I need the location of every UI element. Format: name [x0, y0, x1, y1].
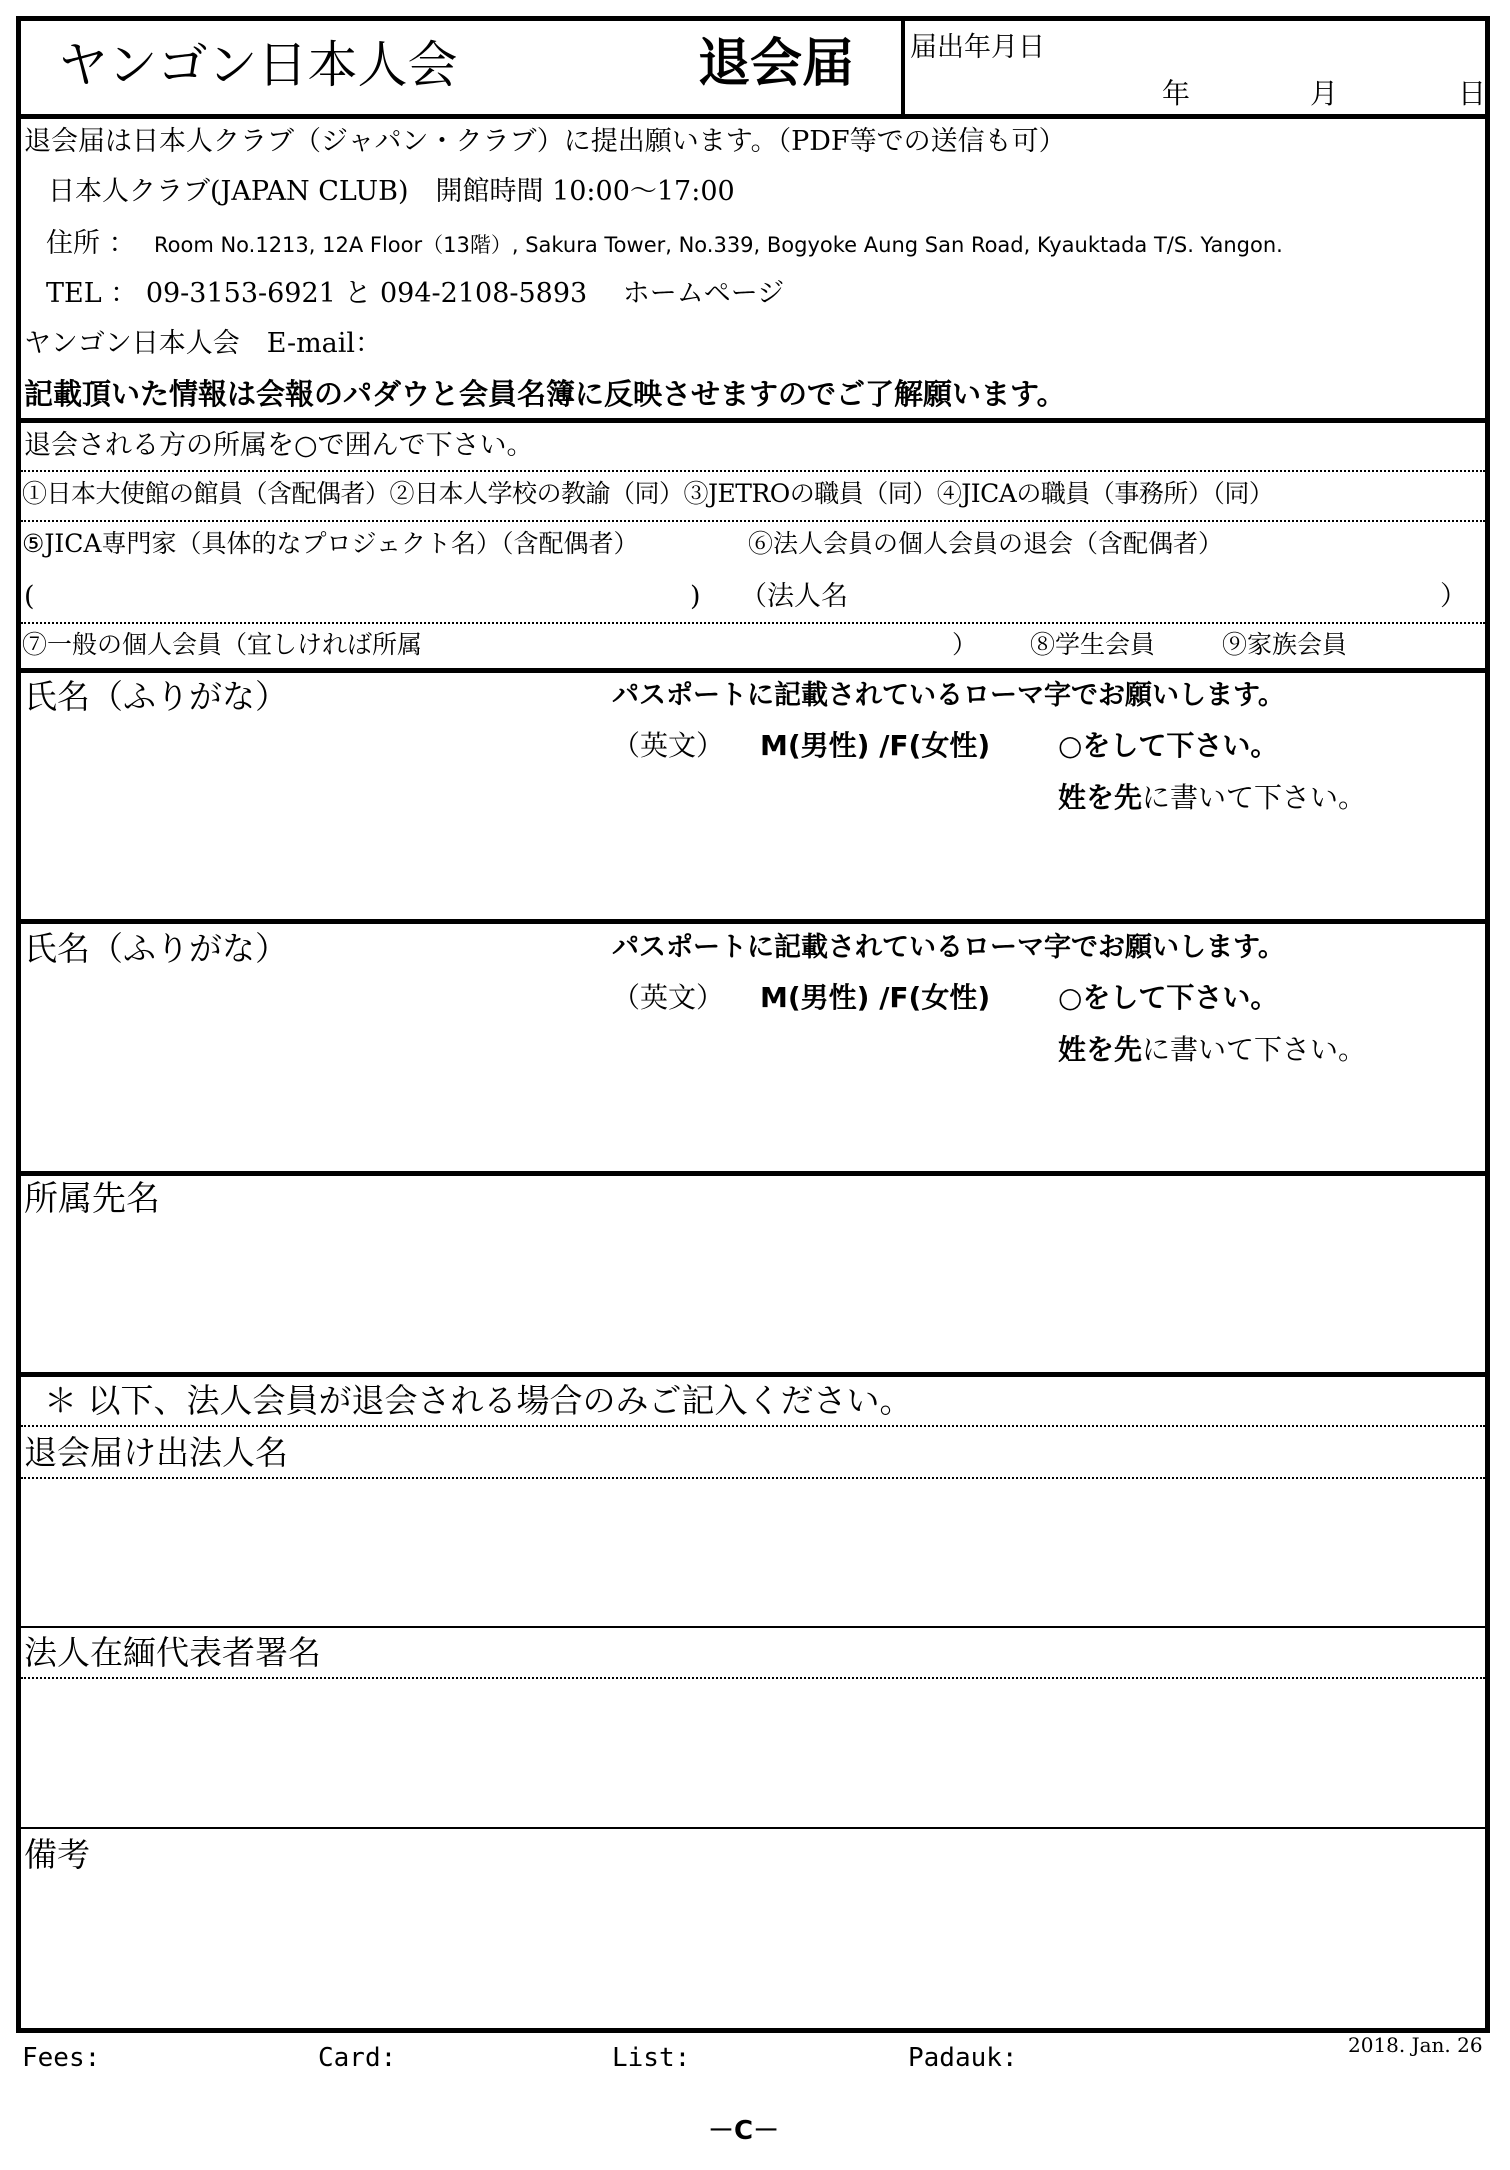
corp-name-label: （法人名 [740, 581, 848, 612]
english-label: （英文） [612, 729, 725, 762]
organization-label: 所属先名 [24, 1179, 160, 1219]
padauk-label: Padauk: [908, 2043, 1018, 2073]
name-2-bottom-rule [16, 1171, 1490, 1176]
circle-note: ○をして下さい。 [1058, 729, 1279, 762]
affiliation-row-4-left: ⑦一般の個人会員（宜しければ所属 [22, 630, 423, 659]
address-value: Room No.1213, 12A Floor（13階）, Sakura Tower, No.339, Bogyoke Aung San Road, Kyauktada T/S. Yangon. [154, 233, 1283, 257]
remarks-label: 備考 [24, 1835, 90, 1874]
organization-bottom-rule [16, 1372, 1490, 1377]
date-day-label: 日 [1458, 77, 1487, 110]
address-label: 住所 ： [46, 228, 136, 259]
student-member: ⑧学生会員 [1030, 630, 1156, 659]
header-divider [901, 16, 905, 116]
dotted-rule [21, 520, 1485, 522]
rep-sign-bottom-rule [16, 1827, 1490, 1829]
date-month-label: 月 [1310, 77, 1339, 110]
gender-options: M(男性) /F(女性) [760, 729, 991, 762]
rep-signature-label: 法人在緬代表者署名 [24, 1633, 321, 1672]
project-close-paren: ) [690, 581, 701, 612]
affiliation-bottom-rule [16, 668, 1490, 673]
info-bottom-rule [16, 418, 1490, 423]
gender-options: M(男性) /F(女性) [760, 981, 991, 1014]
notice-text: 記載頂いた情報は会報のパダウと会員名簿に反映させますのでご了解願います。 [24, 377, 1066, 411]
passport-note: パスポートに記載されているローマ字でお願いします。 [612, 932, 1285, 963]
form-frame [16, 16, 1490, 2033]
org-name: ヤンゴン日本人会 [58, 36, 458, 94]
fees-label: Fees: [22, 2043, 101, 2073]
tel-line: TEL ： 09-3153-6921 と 094-2108-5893 ホームページ [46, 278, 785, 309]
corp-name-bottom-rule [16, 1626, 1490, 1628]
circle-note: ○をして下さい。 [1058, 981, 1279, 1014]
form-title: 退会届 [698, 34, 855, 94]
header-bottom-rule [16, 114, 1490, 119]
affiliation-row-2-right: ⑥法人会員の個人会員の退会（含配偶者） [748, 529, 1224, 558]
name-label: 氏名（ふりがな） [24, 677, 288, 716]
affiliation-row-1: ①日本大使館の館員（含配偶者）②日本人学校の教諭（同）③JETROの職員（同）④JICAの職員（事務所）（同） [22, 479, 1274, 508]
corp-name-close: ） [1440, 581, 1467, 612]
dotted-rule [21, 470, 1485, 472]
english-label: （英文） [612, 981, 725, 1014]
name-1-bottom-rule [16, 919, 1490, 924]
date-label: 届出年月日 [910, 32, 1045, 63]
corporate-note: ＊ 以下、法人会員が退会される場合のみご記入ください。 [44, 1381, 913, 1420]
general-close-paren: ） [952, 630, 978, 659]
dotted-rule [21, 1477, 1485, 1479]
surname-note: 姓を先に書いて下さい。 [1058, 1033, 1367, 1066]
project-open-paren: ( [24, 581, 35, 612]
dotted-rule [21, 622, 1485, 624]
corp-withdraw-name-label: 退会届け出法人名 [24, 1433, 288, 1472]
list-label: List: [612, 2043, 691, 2073]
name-label: 氏名（ふりがな） [24, 929, 288, 968]
family-member: ⑨家族会員 [1222, 630, 1348, 659]
surname-note: 姓を先に書いて下さい。 [1058, 781, 1367, 814]
passport-note: パスポートに記載されているローマ字でお願いします。 [612, 680, 1285, 711]
dotted-rule [21, 1425, 1485, 1427]
affiliation-row-2-left: ⑤JICA専門家（具体的なプロジェクト名）（含配偶者） [22, 529, 639, 558]
affiliation-instruction: 退会される方の所属を○で囲んで下さい。 [24, 430, 534, 461]
submit-instruction: 退会届は日本人クラブ（ジャパン・クラブ）に提出願います。（PDF等での送信も可） [24, 126, 1066, 157]
form-date: 2018. Jan. 26 [1348, 2033, 1483, 2057]
club-hours: 日本人クラブ(JAPAN CLUB) 開館時間 10:00～17:00 [48, 176, 735, 207]
dotted-rule [21, 1677, 1485, 1679]
date-year-label: 年 [1162, 77, 1191, 110]
page-marker: －C－ [708, 2116, 780, 2146]
card-label: Card: [318, 2043, 397, 2073]
email-line: ヤンゴン日本人会 E-mail： [24, 328, 383, 359]
